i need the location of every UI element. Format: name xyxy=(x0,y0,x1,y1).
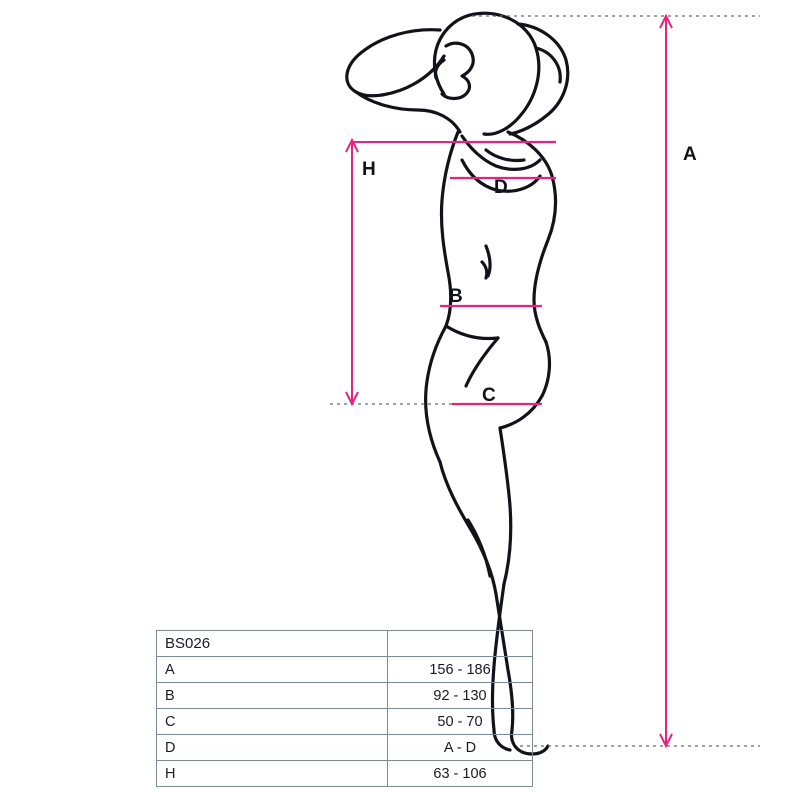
table-row xyxy=(157,735,533,761)
table-cell-value-h: 63 - 106 xyxy=(388,761,533,787)
table-cell-key-b: B xyxy=(157,683,388,709)
table-cell-key-c: C xyxy=(157,709,388,735)
table-row xyxy=(157,709,533,735)
table-row xyxy=(157,761,533,787)
table-row xyxy=(157,631,533,657)
table-cell-code: BS026 xyxy=(157,631,388,657)
table-cell-value-d: A - D xyxy=(388,735,533,761)
measure-label-h: H xyxy=(362,159,376,180)
measure-label-b: B xyxy=(449,286,463,307)
measure-label-c: C xyxy=(482,385,496,406)
table-row xyxy=(157,657,533,683)
measure-label-d: D xyxy=(494,177,508,198)
table-cell-key-a: A xyxy=(157,657,388,683)
measure-label-a: A xyxy=(683,144,697,165)
table-cell-value-a: 156 - 186 xyxy=(388,657,533,683)
table-row xyxy=(157,683,533,709)
table-cell-code-value xyxy=(388,631,533,657)
table-cell-value-c: 50 - 70 xyxy=(388,709,533,735)
size-table xyxy=(156,630,533,787)
table-cell-key-h: H xyxy=(157,761,388,787)
table-cell-value-b: 92 - 130 xyxy=(388,683,533,709)
table-cell-key-d: D xyxy=(157,735,388,761)
